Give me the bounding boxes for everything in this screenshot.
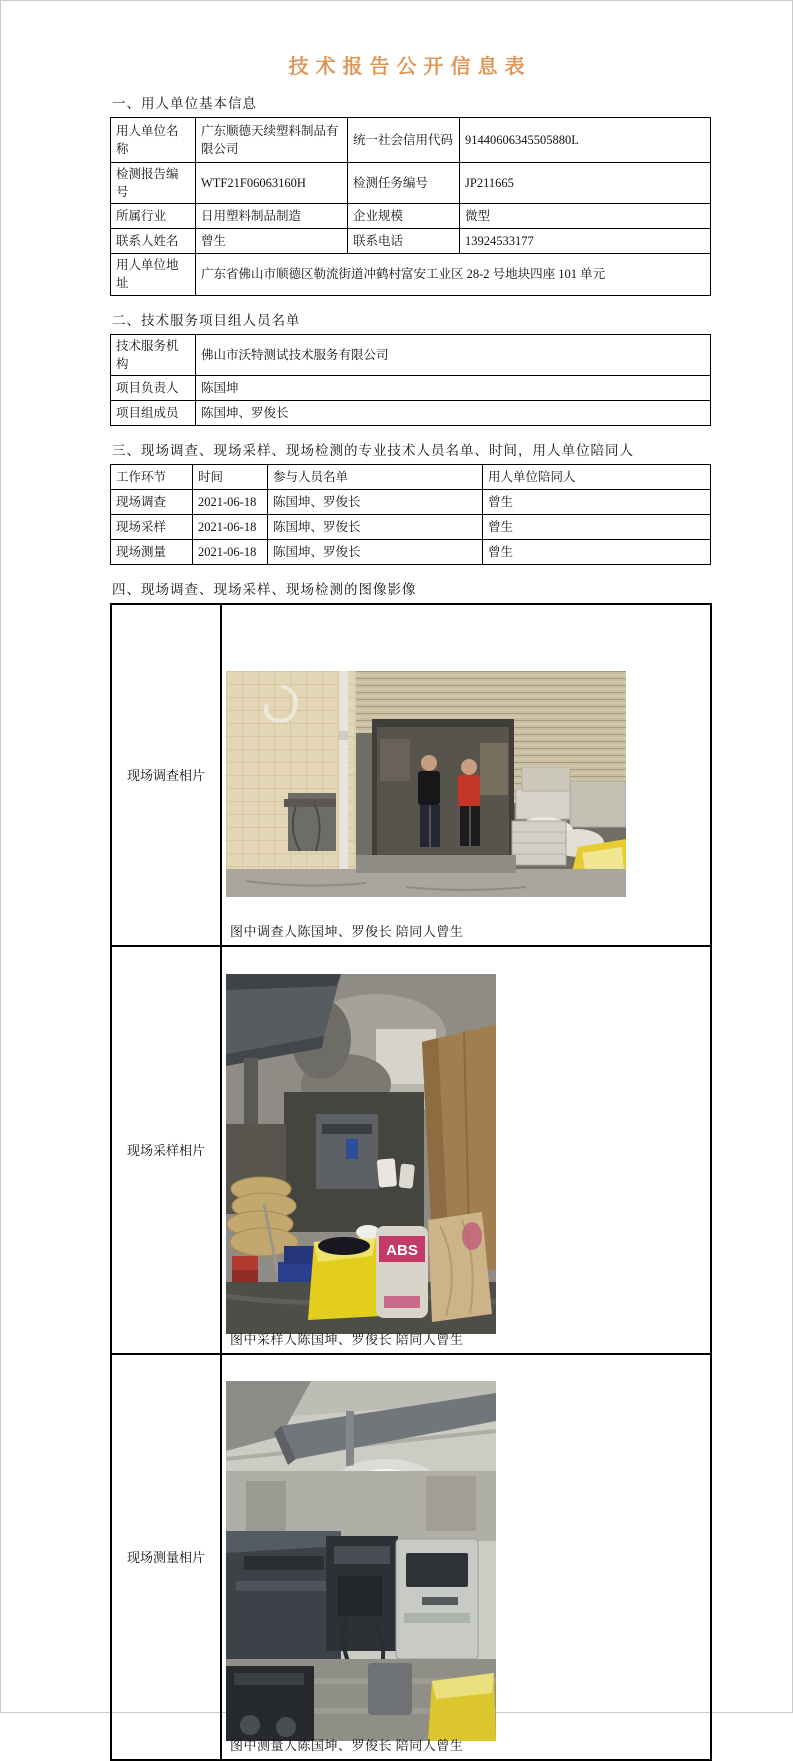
row-label-cell: 项目负责人 <box>111 375 196 400</box>
photo-content-cell <box>221 604 711 946</box>
photo-content-cell <box>221 946 711 1354</box>
employer-info-table <box>110 117 711 296</box>
row-label-cell: 联系人姓名 <box>111 229 196 254</box>
row-value-cell: 91440606345505880L <box>460 118 711 163</box>
photo-caption: 图中调查人陈国坤、罗俊长 陪同人曾生 <box>230 923 464 939</box>
section1-heading: 一、用人单位基本信息 <box>112 96 257 111</box>
table-row <box>111 375 711 400</box>
step-cell: 现场调查 <box>111 489 193 514</box>
table-row <box>111 489 711 514</box>
row-value-cell: 广东顺德天续塑料制品有限公司 <box>196 118 348 163</box>
row-value-cell: 陈国坤、罗俊长 <box>196 400 711 425</box>
row-label-cell: 企业规模 <box>348 204 460 229</box>
photo-row <box>111 946 711 1354</box>
table-row <box>111 400 711 425</box>
date-cell: 2021-06-18 <box>193 514 268 539</box>
photo-caption: 图中采样人陈国坤、罗俊长 陪同人曾生 <box>230 1331 464 1347</box>
row-label-cell: 用人单位名称 <box>111 118 196 163</box>
row-value-cell: 日用塑料制品制造 <box>196 204 348 229</box>
row-value-cell: 广东省佛山市顺德区勒流街道冲鹤村富安工业区 28-2 号地块四座 101 单元 <box>196 254 711 295</box>
table-row <box>111 539 711 564</box>
table-header-cell: 工作环节 <box>111 464 193 489</box>
section2-heading: 二、技术服务项目组人员名单 <box>112 312 301 328</box>
row-label-cell: 检测报告编号 <box>111 163 196 204</box>
row-value-cell: 13924533177 <box>460 229 711 254</box>
photo-caption: 图中测量人陈国坤、罗俊长 陪同人曾生 <box>230 1737 464 1753</box>
sampling-photo <box>226 974 496 1334</box>
escort-cell: 曾生 <box>483 514 711 539</box>
step-cell: 现场采样 <box>111 514 193 539</box>
participants-cell: 陈国坤、罗俊长 <box>268 539 483 564</box>
row-label-cell: 项目组成员 <box>111 400 196 425</box>
table-row <box>111 118 711 163</box>
photo-row <box>111 1354 711 1760</box>
photo-label-cell: 现场采样相片 <box>111 946 221 1354</box>
table-header-cell: 用人单位陪同人 <box>483 464 711 489</box>
escort-cell: 曾生 <box>483 539 711 564</box>
table-row <box>111 204 711 229</box>
dark-equipment <box>226 1666 314 1741</box>
stacked-boxes <box>516 789 574 819</box>
step-cell: 现场测量 <box>111 539 193 564</box>
escort-cell: 曾生 <box>483 489 711 514</box>
row-value-cell: JP211665 <box>460 163 711 204</box>
table-row <box>111 334 711 375</box>
survey-photo <box>226 671 626 897</box>
document <box>110 0 710 1761</box>
table-row <box>111 254 711 295</box>
downpipe <box>339 671 348 869</box>
site-visit-table <box>110 464 711 565</box>
tan-sack <box>428 1212 492 1322</box>
table-header-cell: 时间 <box>193 464 268 489</box>
page-title: 技术报告公开信息表 <box>288 56 532 78</box>
hanging-cloth <box>377 1158 397 1187</box>
concrete-ground <box>226 869 626 897</box>
photo-table <box>110 603 712 1761</box>
table-row <box>111 229 711 254</box>
row-value-cell: 微型 <box>460 204 711 229</box>
injection-molding-machines <box>226 1531 398 1666</box>
table-header-row <box>111 464 711 489</box>
burlap-bag-stack <box>227 1177 298 1256</box>
section4-heading: 四、现场调查、现场采样、现场检测的图像影像 <box>112 581 417 597</box>
row-value-cell: WTF21F06063160H <box>196 163 348 204</box>
row-label-cell: 用人单位地址 <box>111 254 196 295</box>
date-cell: 2021-06-18 <box>193 489 268 514</box>
photo-label-cell: 现场测量相片 <box>111 1354 221 1760</box>
row-label-cell: 所属行业 <box>111 204 196 229</box>
row-value-cell: 佛山市沃特测试技术服务有限公司 <box>196 334 711 375</box>
drum <box>368 1663 412 1715</box>
table-row <box>111 514 711 539</box>
measurement-photo <box>226 1381 496 1741</box>
row-label-cell: 检测任务编号 <box>348 163 460 204</box>
white-machine <box>396 1539 478 1659</box>
row-label-cell: 技术服务机构 <box>111 334 196 375</box>
participants-cell: 陈国坤、罗俊长 <box>268 514 483 539</box>
row-value-cell: 曾生 <box>196 229 348 254</box>
row-label-cell: 统一社会信用代码 <box>348 118 460 163</box>
row-label-cell: 联系电话 <box>348 229 460 254</box>
photo-label-cell: 现场调查相片 <box>111 604 221 946</box>
participants-cell: 陈国坤、罗俊长 <box>268 489 483 514</box>
abs-sack-label: ABS <box>386 1242 418 1260</box>
service-team-table <box>110 334 711 426</box>
photo-content-cell <box>221 1354 711 1760</box>
date-cell: 2021-06-18 <box>193 539 268 564</box>
row-value-cell: 陈国坤 <box>196 375 711 400</box>
table-row <box>111 163 711 204</box>
abs-sack <box>376 1226 428 1318</box>
table-header-cell: 参与人员名单 <box>268 464 483 489</box>
photo-row <box>111 604 711 946</box>
section3-heading: 三、现场调查、现场采样、现场检测的专业技术人员名单、时间，用人单位陪同人 <box>112 442 634 458</box>
